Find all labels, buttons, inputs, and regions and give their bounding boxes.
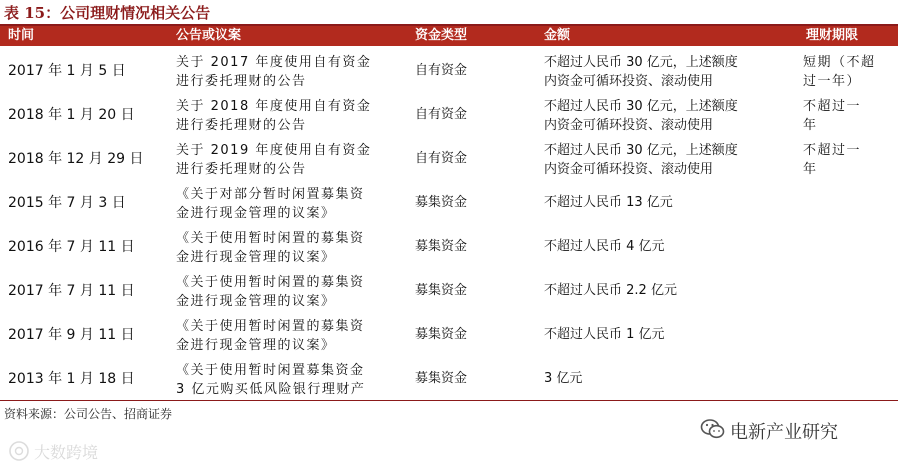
cell-announcement — [176, 225, 402, 267]
table-row — [0, 181, 898, 225]
table-row — [0, 357, 898, 401]
cell-term — [803, 93, 895, 135]
cell-fund-type: 募集资金 — [415, 195, 468, 210]
cell-fund-type: 自有资金 — [415, 107, 468, 122]
announcement-line: 《关于对部分暂时闲置募集资 — [176, 187, 365, 202]
cell-term — [803, 269, 895, 273]
amount-line: 不超过人民币 2.2 亿元 — [544, 283, 677, 298]
cell-term — [803, 313, 895, 317]
announcement-line: 《关于使用暂时闲置募集资金 — [176, 363, 365, 378]
cell-announcement — [176, 313, 402, 355]
announcement-line: 关于 2019 年度使用自有资金 — [176, 143, 372, 158]
announcement-line: 进行委托理财的公告 — [176, 162, 307, 177]
amount-line: 内资金可循环投资、滚动使用 — [544, 162, 714, 177]
announcement-line: 金进行现金管理的议案》 — [176, 206, 336, 221]
table-header — [0, 26, 898, 46]
cell-term — [803, 137, 895, 179]
amount-line: 不超过人民币 1 亿元 — [544, 327, 665, 342]
cell-amount — [544, 225, 796, 269]
announcement-line: 进行委托理财的公告 — [176, 74, 307, 89]
wechat-icon — [700, 416, 726, 442]
cell-time: 2018 年 1 月 20 日 — [8, 107, 135, 123]
amount-line: 不超过人民币 30 亿元，上述额度 — [544, 99, 738, 114]
cell-amount — [544, 137, 796, 179]
announcement-line: 金进行现金管理的议案》 — [176, 294, 336, 309]
cell-amount — [544, 357, 796, 401]
cell-amount — [544, 93, 796, 135]
cell-term — [803, 225, 895, 229]
announcement-line: 金进行现金管理的议案》 — [176, 338, 336, 353]
cell-time: 2017 年 9 月 11 日 — [8, 327, 135, 343]
table-row — [0, 269, 898, 313]
announcement-line: 《关于使用暂时闲置的募集资 — [176, 319, 365, 334]
amount-line: 不超过人民币 13 亿元 — [544, 195, 673, 210]
amount-line: 不超过人民币 30 亿元，上述额度 — [544, 143, 738, 158]
cell-announcement — [176, 269, 402, 311]
amount-line: 内资金可循环投资、滚动使用 — [544, 118, 714, 133]
source-note: 资料来源：公司公告、招商证券 — [4, 407, 173, 421]
table-row — [0, 137, 898, 181]
amount-line: 内资金可循环投资、滚动使用 — [544, 74, 714, 89]
table-title: 表 15：公司理财情况相关公告 — [4, 4, 211, 22]
cell-amount — [544, 269, 796, 313]
watermark-text: 大数跨境 — [34, 443, 99, 462]
announcement-line: 关于 2017 年度使用自有资金 — [176, 55, 372, 70]
bottom-rule — [0, 400, 898, 401]
cell-announcement — [176, 93, 402, 135]
announcement-line: 《关于使用暂时闲置的募集资 — [176, 231, 365, 246]
cell-time: 2017 年 7 月 11 日 — [8, 283, 135, 299]
cell-term — [803, 181, 895, 185]
table-row — [0, 49, 898, 93]
cell-amount — [544, 49, 796, 91]
cell-amount — [544, 313, 796, 357]
announcement-line: 3 亿元购买低风险银行理财产 — [176, 382, 366, 397]
cell-term — [803, 49, 895, 91]
amount-line: 3 亿元 — [544, 371, 583, 386]
term-line: 过一年） — [803, 74, 862, 89]
header-amount: 金额 — [544, 28, 571, 43]
amount-line: 不超过人民币 4 亿元 — [544, 239, 665, 254]
table-row — [0, 93, 898, 137]
cell-announcement — [176, 181, 402, 223]
table-row — [0, 313, 898, 357]
cell-announcement — [176, 49, 402, 91]
cell-fund-type: 募集资金 — [415, 239, 468, 254]
header-time: 时间 — [8, 28, 35, 43]
watermark-logo-icon — [8, 440, 30, 462]
cell-fund-type: 募集资金 — [415, 283, 468, 298]
header-term: 理财期限 — [806, 28, 859, 43]
cell-time: 2017 年 1 月 5 日 — [8, 63, 126, 79]
term-line: 不超过一 — [803, 99, 862, 114]
cell-time: 2013 年 1 月 18 日 — [8, 371, 135, 387]
cell-fund-type: 募集资金 — [415, 327, 468, 342]
term-line: 不超过一 — [803, 143, 862, 158]
cell-fund-type: 募集资金 — [415, 371, 468, 386]
term-line: 短期（不超 — [803, 55, 876, 70]
announcement-line: 进行委托理财的公告 — [176, 118, 307, 133]
cell-fund-type: 自有资金 — [415, 63, 468, 78]
cell-time: 2015 年 7 月 3 日 — [8, 195, 126, 211]
announcement-line: 金进行现金管理的议案》 — [176, 250, 336, 265]
table-row — [0, 225, 898, 269]
cell-time: 2018 年 12 月 29 日 — [8, 151, 144, 167]
cell-announcement — [176, 137, 402, 179]
cell-term — [803, 357, 895, 361]
announcement-line: 《关于使用暂时闲置的募集资 — [176, 275, 365, 290]
cell-fund-type: 自有资金 — [415, 151, 468, 166]
cell-amount — [544, 181, 796, 225]
cell-time: 2016 年 7 月 11 日 — [8, 239, 135, 255]
header-announcement: 公告或议案 — [176, 28, 242, 43]
term-line: 年 — [803, 162, 818, 177]
amount-line: 不超过人民币 30 亿元，上述额度 — [544, 55, 738, 70]
term-line: 年 — [803, 118, 818, 133]
brand-name: 电新产业研究 — [730, 422, 838, 443]
header-fund-type: 资金类型 — [415, 28, 468, 43]
announcement-line: 关于 2018 年度使用自有资金 — [176, 99, 372, 114]
cell-announcement — [176, 357, 402, 399]
